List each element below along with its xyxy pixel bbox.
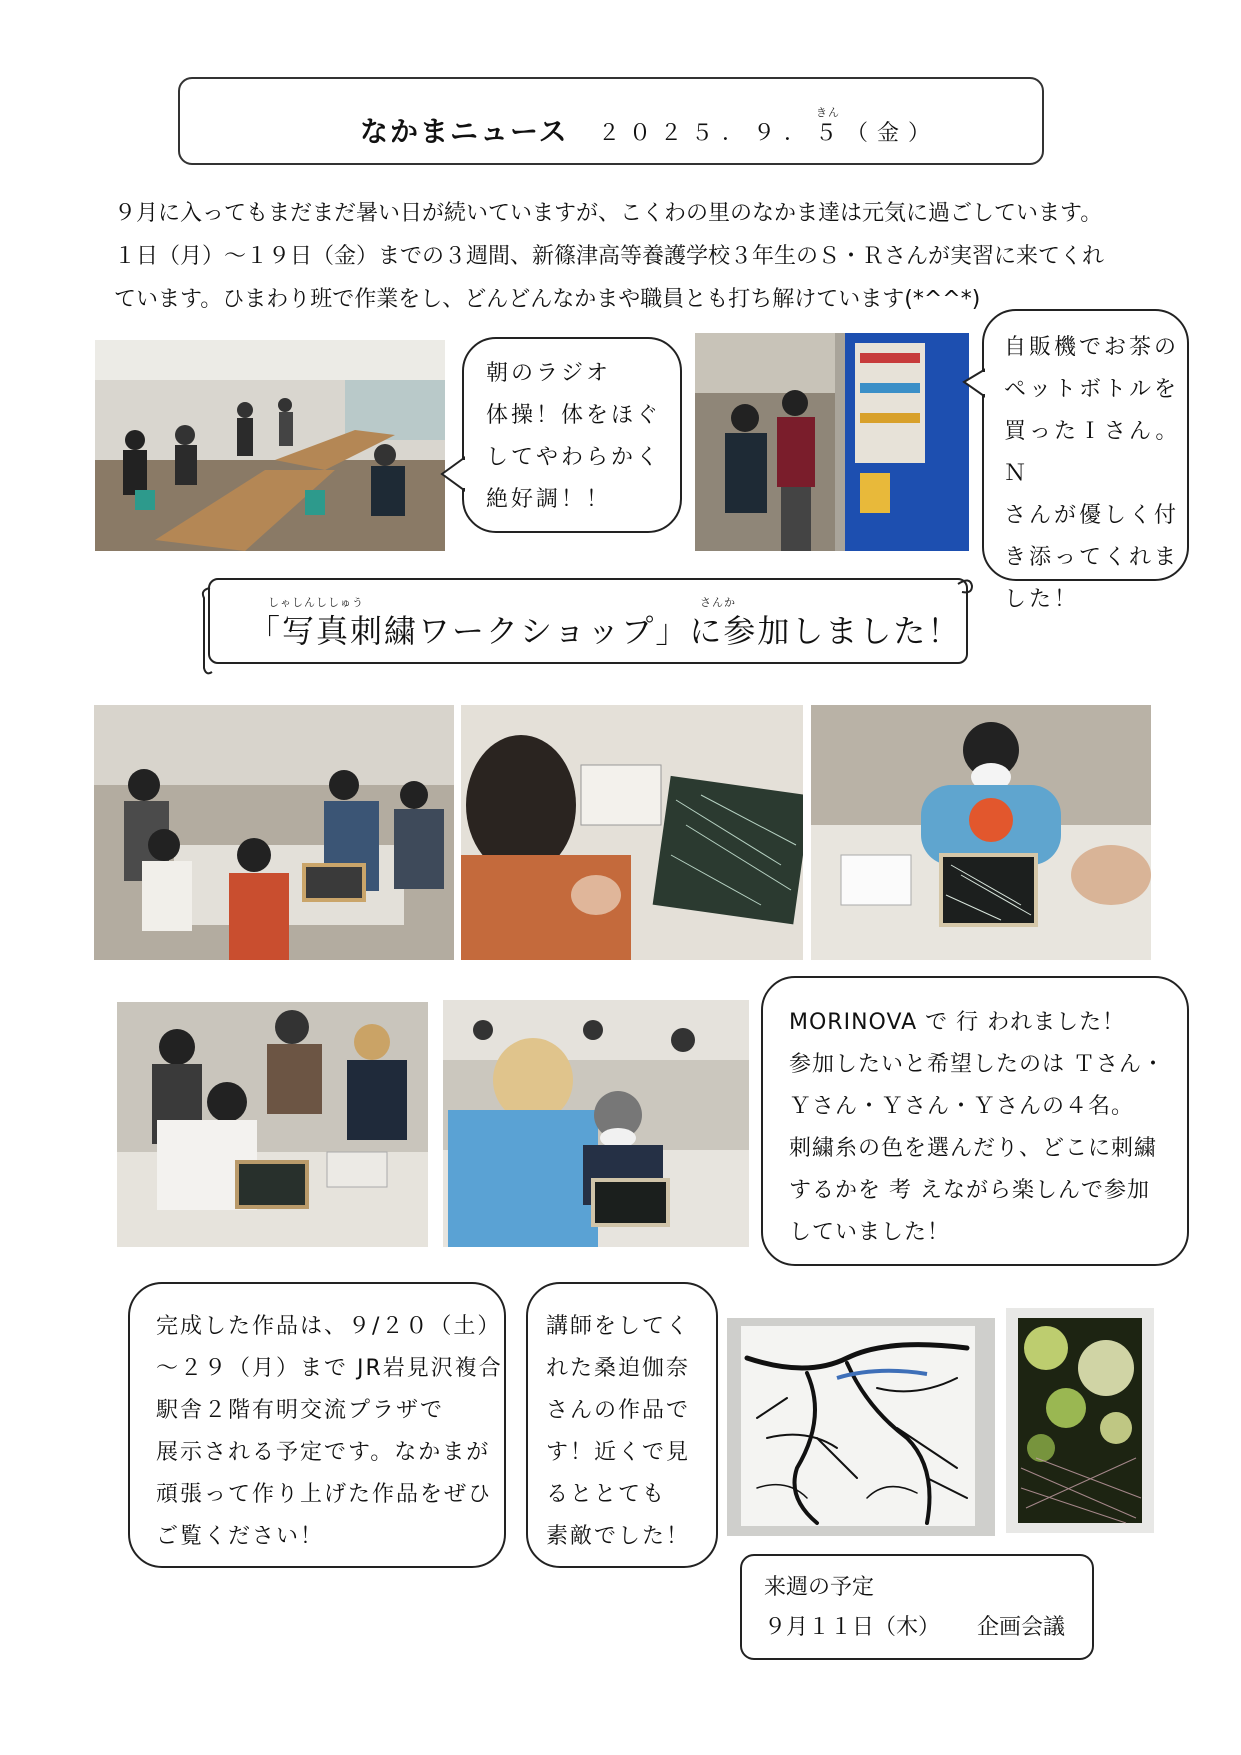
newsletter-title: なかまニュース: [360, 115, 569, 148]
schedule-row: [764, 1608, 1092, 1648]
radio-exercise-bubble: [462, 337, 682, 533]
banner-ruby-left: しゃしんししゅう: [268, 596, 364, 609]
bubble-teacher-line-1: 講師をしてく: [546, 1314, 691, 1339]
bubble-teacher-line-6: 素敵でした！: [546, 1524, 691, 1549]
intro-line-3: ています。ひまわり班で作業をし、どんどんなかまや職員とも打ち解けています(*^^*): [114, 287, 981, 312]
bubble-teacher-line-5: るととても: [546, 1482, 667, 1507]
bubble-exhibit-line-6: ご覧ください！: [156, 1524, 325, 1549]
artwork-photo-trees: [727, 1318, 995, 1536]
vending-machine-photo: [695, 333, 969, 551]
bubble-teacher-line-2: れた桑迫伽奈: [546, 1356, 691, 1381]
exhibition-bubble: [128, 1282, 506, 1568]
workshop-photo-4: [117, 1002, 428, 1247]
intro-line-1: ９月に入ってもまだまだ暑い日が続いていますが、こくわの里のなかま達は元気に過ごしています。: [114, 201, 1103, 226]
workshop-photo-3: [811, 705, 1151, 960]
bubble-morinova-line-3: Ｙさん・Ｙさん・Ｙさんの４名。: [789, 1094, 1135, 1119]
bubble-vending-line-1: 自販機でお茶の: [1004, 335, 1180, 360]
bubble-morinova-line-6: していました！: [789, 1220, 951, 1245]
bubble-morinova-line-2: 参加したいと希望したのは Ｔさん・: [789, 1052, 1165, 1077]
newsletter-date: ２０２５．９．５（金）: [598, 121, 940, 146]
bubble-exhibit-line-4: 展示される予定です。なかまが: [156, 1440, 491, 1465]
schedule-date: ９月１１日（木）: [764, 1615, 941, 1640]
bubble-teacher-line-4: す！近くで見: [546, 1440, 691, 1465]
bubble-radio-line-3: してやわらかく: [486, 445, 662, 470]
radio-exercise-photo: [95, 340, 445, 551]
bubble-vending-line-3: 買ったＩさん。Ｎ: [1004, 419, 1181, 486]
bubble-exhibit-line-3: 駅舎２階有明交流プラザで: [156, 1398, 445, 1423]
banner-ruby-right: さんか: [700, 596, 736, 609]
teacher-bubble: [526, 1282, 718, 1568]
bubble-radio-line-1: 朝のラジオ: [486, 361, 612, 386]
date-ruby: きん: [816, 106, 840, 119]
artwork-photo-light: [1006, 1308, 1154, 1533]
schedule-box: [740, 1554, 1094, 1660]
bubble-exhibit-line-1: 完成した作品は、９/２０（土）: [156, 1314, 502, 1339]
vending-machine-bubble: [982, 309, 1189, 612]
bubble-vending-line-6: した！: [1004, 587, 1080, 612]
schedule-event: 企画会議: [977, 1615, 1066, 1640]
workshop-photo-2: [461, 705, 803, 960]
bubble-teacher-line-3: さんの作品で: [546, 1398, 691, 1423]
bubble-radio-line-2: 体操！体をほぐ: [486, 403, 662, 428]
bubble-vending-line-4: さんが優しく付: [1004, 503, 1180, 528]
schedule-heading: 来週の予定: [764, 1575, 875, 1600]
bubble-morinova-line-1: MORINOVA で 行 われました！: [789, 1010, 1126, 1035]
radio-bubble-tail: [440, 456, 466, 492]
workshop-photo-1: [94, 705, 454, 960]
bubble-morinova-line-4: 刺繍糸の色を選んだり、どこに刺繍: [789, 1136, 1158, 1161]
bubble-vending-line-5: き添ってくれま: [1004, 545, 1180, 570]
workshop-banner-text: 「写真刺繍ワークショップ」に参加しました！: [248, 612, 962, 650]
workshop-photo-5: [443, 1000, 749, 1247]
bubble-exhibit-line-2: ～２９（月）まで JR岩見沢複合: [156, 1356, 503, 1381]
bubble-morinova-line-5: するかを 考 えながら楽しんで参加: [789, 1178, 1150, 1203]
vending-bubble-tail: [962, 368, 986, 398]
bubble-exhibit-line-5: 頑張って作り上げた作品をぜひ: [156, 1482, 493, 1507]
bubble-vending-line-2: ペットボトルを: [1004, 377, 1180, 402]
intro-line-2: １日（月）～１９日（金）までの３週間、新篠津高等養護学校３年生のＳ・Ｒさんが実習に来てくれ: [114, 244, 1105, 269]
bubble-radio-line-4: 絶好調！！: [486, 487, 612, 512]
morinova-bubble: [761, 976, 1189, 1266]
